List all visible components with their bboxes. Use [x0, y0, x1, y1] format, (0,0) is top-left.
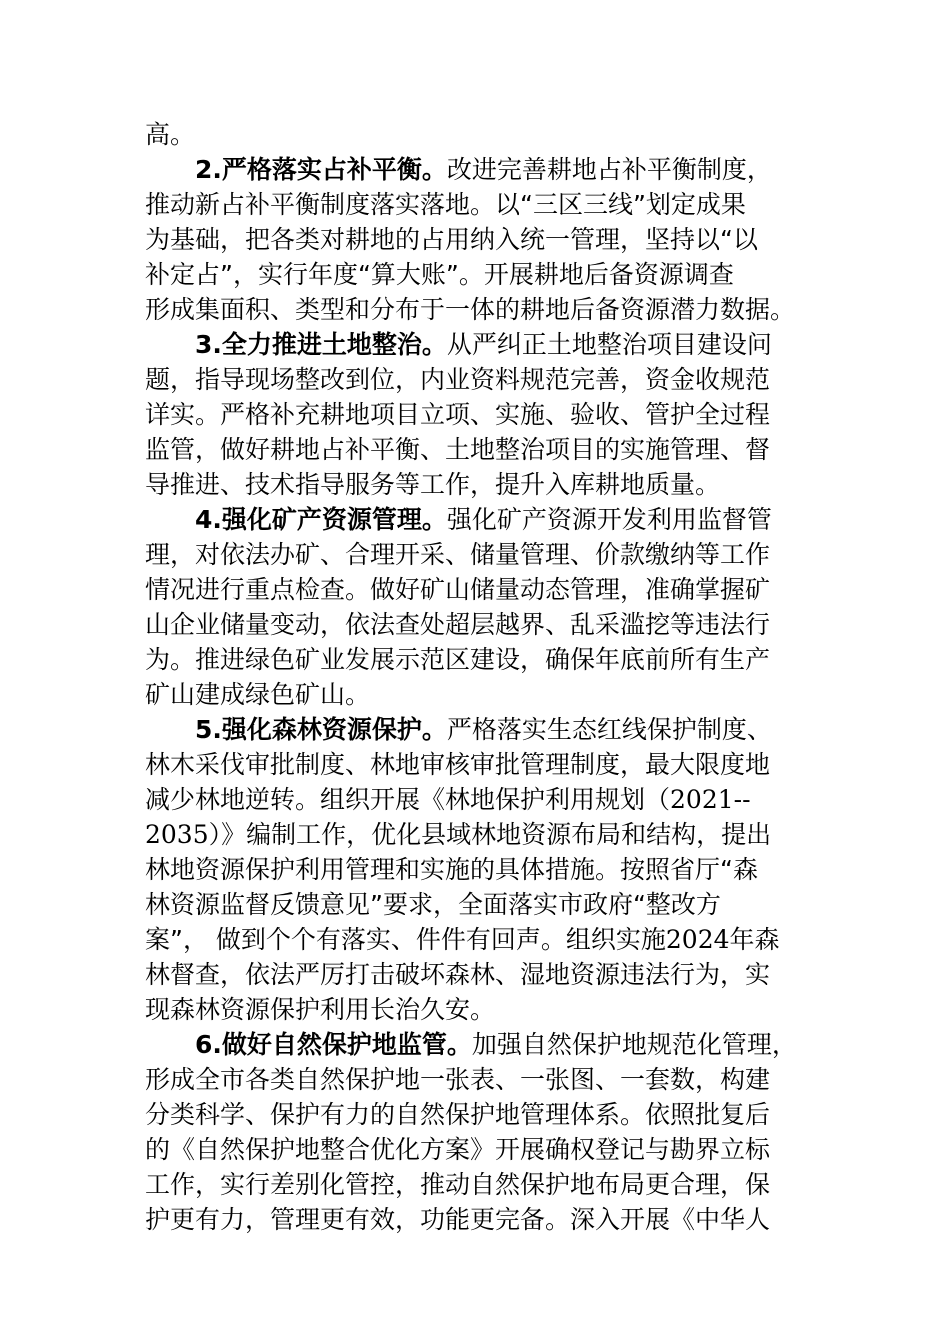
text-run: 形成全市各类自然保护地一张表、一张图、一套数，构建 — [145, 1065, 771, 1094]
text-run: 加强自然保护地规范化管理， — [471, 1030, 797, 1059]
text-run: 林地资源保护利用管理和实施的具体措施。按照省厅“森 — [145, 855, 758, 884]
paragraph-line — [145, 398, 845, 432]
text-run: 推动新占补平衡制度落实落地。以“三区三线”划定成果 — [145, 190, 746, 219]
text-run: 监管，做好耕地占补平衡、土地整治项目的实施管理、督 — [145, 435, 771, 464]
text-run: 导推进、技术指导服务等工作，提升入库耕地质量。 — [145, 470, 721, 499]
text-run: 从严纠正土地整治项目建设问 — [446, 330, 772, 359]
text-run: 为。推进绿色矿业发展示范区建设，确保年底前所有生产 — [145, 645, 771, 674]
section-heading: 6.做好自然保护地监管。 — [195, 1030, 472, 1059]
text-run: 理，对依法办矿、合理开采、储量管理、价款缴纳等工作 — [145, 540, 771, 569]
text-run: 2021-- — [670, 785, 751, 814]
paragraph-line — [145, 1133, 845, 1167]
text-run: 护更有力，管理更有效，功能更完备。深入开展《中华人 — [145, 1205, 771, 1234]
paragraph-line — [195, 503, 895, 537]
text-run: 改进完善耕地占补平衡制度， — [446, 155, 772, 184]
text-run: 分类科学、保护有力的自然保护地管理体系。依照批复后 — [145, 1100, 771, 1129]
paragraph-line — [145, 223, 845, 257]
paragraph-line — [145, 1063, 845, 1097]
paragraph-line — [195, 713, 895, 747]
paragraph-line — [145, 1098, 845, 1132]
paragraph-line — [195, 328, 895, 362]
paragraph-line — [145, 1168, 845, 1202]
text-run: 的《自然保护地整合优化方案》开展确权登记与勘界立标 — [145, 1135, 771, 1164]
section-heading: 5.强化森林资源保护。 — [195, 715, 447, 744]
paragraph-line — [145, 608, 845, 642]
text-run: 题，指导现场整改到位，内业资料规范完善，资金收规范 — [145, 365, 771, 394]
text-run: 为基础，把各类对耕地的占用纳入统一管理，坚持以“以 — [145, 225, 758, 254]
text-run: 强化矿产资源开发利用监督管 — [446, 505, 772, 534]
paragraph-line — [195, 153, 895, 187]
text-run: 林资源监督反馈意见”要求，全面落实市政府“整改方 — [145, 890, 721, 919]
paragraph-line — [145, 923, 845, 957]
paragraph-line — [145, 1203, 845, 1237]
text-run: ）》编制工作，优化县域林地资源布局和结构，提出 — [208, 820, 772, 849]
text-run: 林木采伐审批制度、林地审核审批管理制度，最大限度地 — [145, 750, 771, 779]
paragraph-line — [145, 783, 845, 817]
text-run: 年森 — [729, 925, 780, 954]
paragraph-line — [145, 888, 845, 922]
text-run: 补定占”，实行年度“算大账”。开展耕地后备资源调查 — [145, 260, 734, 289]
text-run: 2035 — [145, 820, 209, 849]
paragraph-line — [145, 468, 845, 502]
section-heading: 4.强化矿产资源管理。 — [195, 505, 447, 534]
text-run: 矿山建成绿色矿山。 — [145, 680, 371, 709]
text-run: 形成集面积、类型和分布于一体的耕地后备资源潜力数据。 — [145, 295, 796, 324]
paragraph-line — [145, 573, 845, 607]
paragraph-line — [145, 818, 845, 852]
paragraph-line — [145, 118, 845, 152]
paragraph-line — [195, 1028, 895, 1062]
section-heading: 3.全力推进土地整治。 — [195, 330, 447, 359]
section-heading: 2.严格落实占补平衡。 — [195, 155, 447, 184]
paragraph-line — [145, 433, 845, 467]
text-run: 严格落实生态红线保护制度、 — [446, 715, 772, 744]
paragraph-line — [145, 643, 845, 677]
paragraph-line — [145, 258, 845, 292]
paragraph-line — [145, 538, 845, 572]
paragraph-line — [145, 958, 845, 992]
paragraph-line — [145, 293, 845, 327]
text-run: 高。 — [145, 120, 196, 149]
text-run: 案”， 做到个个有落实、件件有回声。组织实施 — [145, 925, 666, 954]
paragraph-line — [145, 188, 845, 222]
text-run: 林督查，依法严厉打击破坏森林、湿地资源违法行为，实 — [145, 960, 771, 989]
text-run: 减少林地逆转。组织开展《林地保护利用规划（ — [145, 785, 671, 814]
text-run: 山企业储量变动，依法查处超层越界、乱采滥挖等违法行 — [145, 610, 771, 639]
text-run: 情况进行重点检查。做好矿山储量动态管理，准确掌握矿 — [145, 575, 771, 604]
paragraph-line — [145, 678, 845, 712]
text-run: 2024 — [665, 925, 730, 954]
paragraph-line — [145, 363, 845, 397]
paragraph-line — [145, 748, 845, 782]
paragraph-line — [145, 853, 845, 887]
text-run: 工作，实行差别化管控，推动自然保护地布局更合理，保 — [145, 1170, 771, 1199]
text-run: 现森林资源保护利用长治久安。 — [145, 995, 496, 1024]
paragraph-line — [145, 993, 845, 1027]
text-run: 详实。严格补充耕地项目立项、实施、验收、管护全过程 — [145, 400, 771, 429]
